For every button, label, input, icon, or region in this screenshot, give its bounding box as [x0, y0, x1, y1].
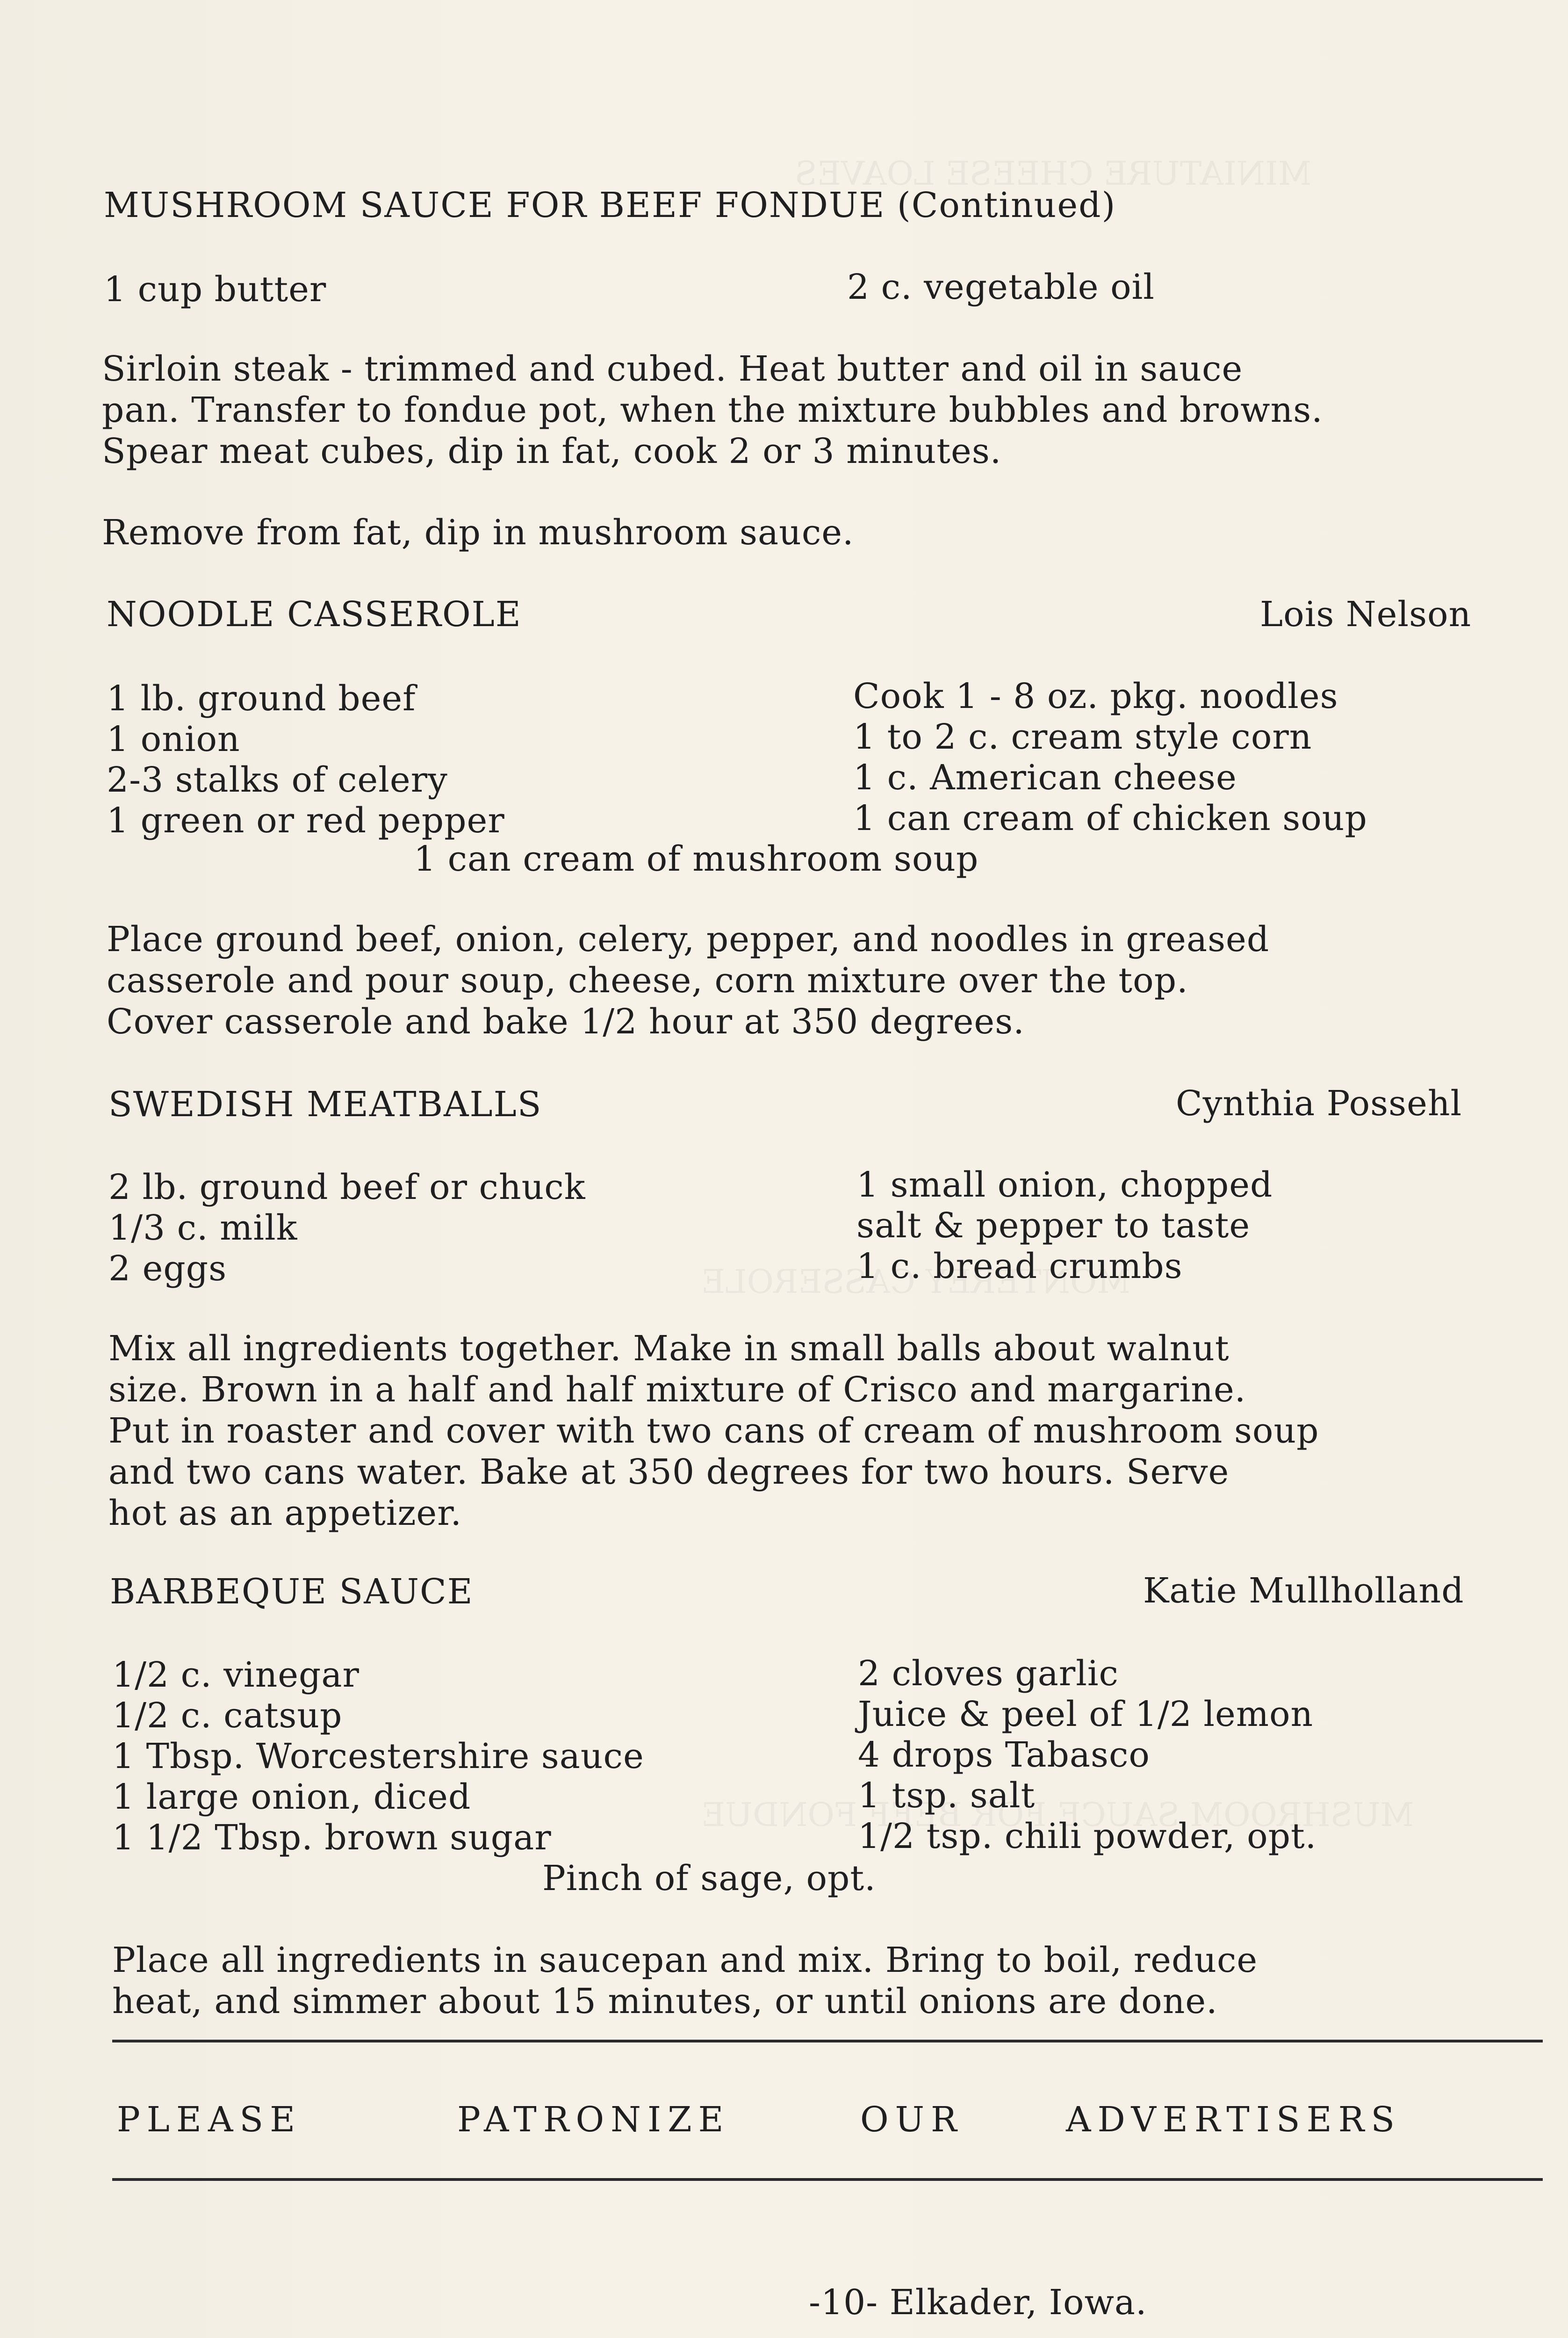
ingredient: 2 c. vegetable oil [847, 267, 1155, 307]
ingredient: 1 large onion, diced [112, 1777, 471, 1817]
instruction-line: Sirloin steak - trimmed and cubed. Heat butter and oil in sauce [102, 349, 1243, 389]
ingredient: Juice & peel of 1/2 lemon [858, 1694, 1314, 1734]
instruction-line: Mix all ingredients together. Make in small balls about walnut [108, 1328, 1230, 1369]
ingredient: 2 eggs [108, 1248, 227, 1289]
ingredient: 1 cup butter [104, 269, 327, 310]
instruction-line: heat, and simmer about 15 minutes, or until onions are done. [112, 1981, 1218, 2021]
ingredient: 1/2 c. catsup [112, 1696, 343, 1736]
instruction-line: Place all ingredients in saucepan and mix. Bring to boil, reduce [112, 1940, 1258, 1980]
recipe-title-noodle-casserole: NOODLE CASSEROLE [107, 594, 522, 635]
instruction-line: casserole and pour soup, cheese, corn mixture over the top. [107, 960, 1188, 1001]
recipe-author: Lois Nelson [1260, 594, 1472, 635]
ingredient: 1 can cream of mushroom soup [414, 839, 979, 879]
ingredient: 1 tsp. salt [858, 1775, 1036, 1816]
ingredient: 4 drops Tabasco [858, 1735, 1150, 1775]
ingredient: 1 onion [107, 719, 240, 759]
recipe-title-barbeque-sauce: BARBEQUE SAUCE [110, 1572, 474, 1612]
ingredient: 1/3 c. milk [108, 1208, 298, 1248]
instruction-line: size. Brown in a half and half mixture of Crisco and margarine. [108, 1370, 1246, 1410]
ingredient: 2-3 stalks of celery [107, 760, 448, 800]
ingredient: 1/2 c. vinegar [112, 1655, 360, 1695]
instruction-line: Place ground beef, onion, celery, pepper, and noodles in greased [107, 919, 1270, 960]
ingredient: 1 can cream of chicken soup [853, 798, 1367, 838]
recipe-title-swedish-meatballs: SWEDISH MEATBALLS [108, 1084, 542, 1125]
instruction-line: Cover casserole and bake 1/2 hour at 350 degrees. [107, 1002, 1025, 1042]
ingredient: Pinch of sage, opt. [542, 1858, 876, 1898]
ingredient: salt & pepper to taste [856, 1205, 1251, 1246]
instruction-line: Remove from fat, dip in mushroom sauce. [102, 512, 854, 553]
ingredient: 2 lb. ground beef or chuck [108, 1167, 586, 1207]
ingredient: 1 to 2 c. cream style corn [853, 717, 1312, 757]
footer-word: PLEASE [117, 2100, 302, 2140]
instruction-line: pan. Transfer to fondue pot, when the mixture bubbles and browns. [102, 390, 1323, 430]
ingredient: Cook 1 - 8 oz. pkg. noodles [853, 676, 1338, 716]
ingredient: 1 c. bread crumbs [856, 1246, 1183, 1286]
divider-rule [112, 2178, 1543, 2181]
page-number-location: -10- Elkader, Iowa. [809, 2282, 1147, 2323]
footer-word: PATRONIZE [457, 2100, 730, 2140]
footer-word: OUR [860, 2100, 964, 2140]
divider-rule [112, 2040, 1543, 2042]
ingredient: 2 cloves garlic [858, 1653, 1119, 1694]
ingredient: 1 green or red pepper [107, 801, 505, 841]
instruction-line: and two cans water. Bake at 350 degrees for two hours. Serve [108, 1452, 1230, 1492]
ingredient: 1 Tbsp. Worcestershire sauce [112, 1736, 644, 1776]
section-title-mushroom-sauce: MUSHROOM SAUCE FOR BEEF FONDUE (Continued) [104, 185, 1116, 225]
ingredient: 1 small onion, chopped [856, 1165, 1273, 1205]
footer-word: ADVERTISERS [1066, 2100, 1402, 2140]
ingredient: 1 c. American cheese [853, 758, 1237, 798]
ingredient: 1 lb. ground beef [107, 678, 416, 719]
recipe-author: Katie Mullholland [1143, 1571, 1464, 1611]
ingredient: 1/2 tsp. chili powder, opt. [858, 1816, 1317, 1856]
ingredient: 1 1/2 Tbsp. brown sugar [112, 1818, 552, 1858]
instruction-line: Put in roaster and cover with two cans of cream of mushroom soup [108, 1411, 1319, 1451]
instruction-line: hot as an appetizer. [108, 1493, 462, 1533]
instruction-line: Spear meat cubes, dip in fat, cook 2 or 3 minutes. [102, 431, 1002, 471]
recipe-author: Cynthia Possehl [1176, 1083, 1462, 1124]
